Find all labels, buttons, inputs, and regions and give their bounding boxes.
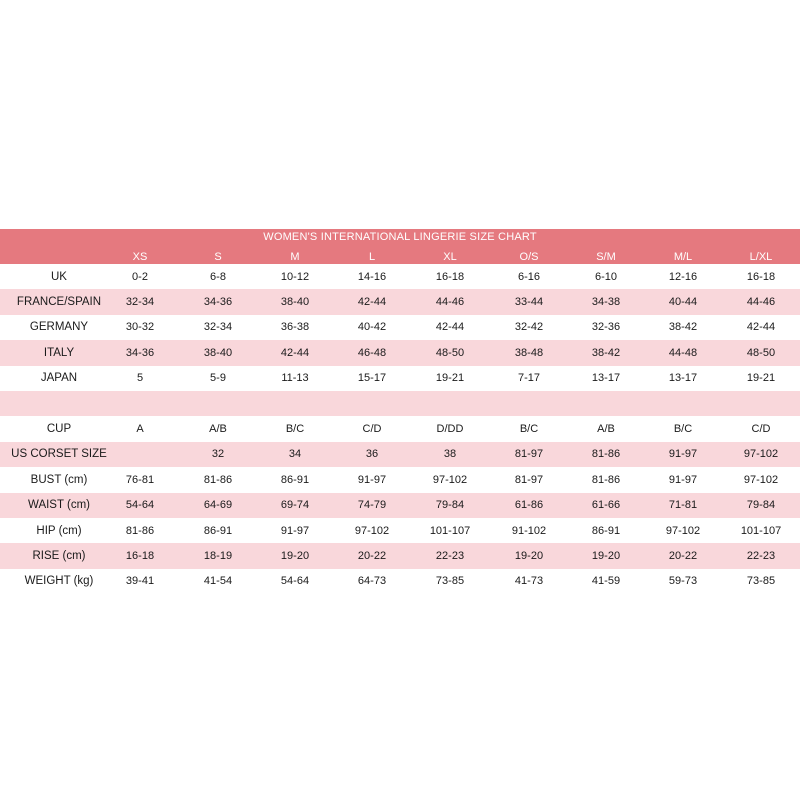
table-cell: 19-20 xyxy=(280,549,310,562)
row-label: WEIGHT (kg) xyxy=(24,575,94,588)
table-cell: 41-54 xyxy=(203,575,233,588)
table-cell: 14-16 xyxy=(357,270,387,283)
table-row xyxy=(0,366,800,391)
table-cell: 81-86 xyxy=(591,473,621,486)
table-cell: 0-2 xyxy=(132,270,148,283)
table-row xyxy=(0,416,800,441)
table-cell: 40-44 xyxy=(668,296,698,309)
table-cell: 13-17 xyxy=(591,372,621,385)
table-cell: 71-81 xyxy=(668,499,698,512)
table-cell: 42-44 xyxy=(280,346,310,359)
table-cell: 22-23 xyxy=(746,549,776,562)
table-cell: 79-84 xyxy=(746,499,776,512)
table-cell: 36 xyxy=(365,448,379,461)
table-cell: 16-18 xyxy=(746,270,776,283)
table-header xyxy=(0,229,800,264)
table-cell: 73-85 xyxy=(746,575,776,588)
size-header-cell: L/XL xyxy=(749,250,773,263)
table-cell xyxy=(490,391,568,416)
table-cell: 48-50 xyxy=(746,346,776,359)
table-cell: 42-44 xyxy=(357,296,387,309)
table-cell: 64-73 xyxy=(357,575,387,588)
table-row xyxy=(0,569,800,594)
row-label: ITALY xyxy=(43,346,75,359)
table-cell: C/D xyxy=(362,423,382,436)
table-cell xyxy=(101,391,179,416)
size-header-cell: L xyxy=(368,250,376,263)
chart-title: WOMEN'S INTERNATIONAL LINGERIE SIZE CHART xyxy=(263,231,537,243)
table-cell: 38 xyxy=(443,448,457,461)
table-row xyxy=(0,289,800,314)
table-cell: 34-36 xyxy=(125,346,155,359)
size-header-cell: XL xyxy=(443,250,457,263)
table-cell: 34-38 xyxy=(591,296,621,309)
table-cell: 76-81 xyxy=(125,473,155,486)
row-label: GERMANY xyxy=(29,321,89,334)
table-body xyxy=(0,264,800,594)
table-cell: 97-102 xyxy=(354,524,390,537)
table-cell: 38-42 xyxy=(668,321,698,334)
table-cell: 38-42 xyxy=(591,346,621,359)
table-cell: 38-48 xyxy=(514,346,544,359)
table-cell: 5-9 xyxy=(210,372,226,385)
table-cell: A/B xyxy=(209,423,227,436)
table-cell: 54-64 xyxy=(125,499,155,512)
table-cell: 101-107 xyxy=(740,524,782,537)
table-cell: 101-107 xyxy=(429,524,471,537)
table-cell: D/DD xyxy=(436,423,464,436)
table-cell: 54-64 xyxy=(280,575,310,588)
table-cell: 91-97 xyxy=(668,448,698,461)
table-row xyxy=(0,442,800,467)
table-cell: B/C xyxy=(519,423,539,436)
table-row xyxy=(0,493,800,518)
table-cell: 97-102 xyxy=(743,473,779,486)
size-header-cell: S xyxy=(214,250,222,263)
table-cell: B/C xyxy=(673,423,693,436)
table-cell: A/B xyxy=(597,423,615,436)
table-cell: 13-17 xyxy=(668,372,698,385)
table-cell: 6-10 xyxy=(594,270,618,283)
table-row xyxy=(0,391,800,416)
table-cell: 32-36 xyxy=(591,321,621,334)
table-cell: 61-66 xyxy=(591,499,621,512)
table-row xyxy=(0,315,800,340)
table-cell: 74-79 xyxy=(357,499,387,512)
table-cell: 86-91 xyxy=(203,524,233,537)
table-cell: 19-20 xyxy=(591,549,621,562)
table-cell: 32-42 xyxy=(514,321,544,334)
table-cell: 19-20 xyxy=(514,549,544,562)
table-cell: 34 xyxy=(288,448,302,461)
table-cell: 44-46 xyxy=(746,296,776,309)
table-cell: 86-91 xyxy=(591,524,621,537)
table-cell: 46-48 xyxy=(357,346,387,359)
table-cell: 16-18 xyxy=(435,270,465,283)
table-row xyxy=(0,543,800,568)
table-cell: 19-21 xyxy=(746,372,776,385)
table-cell: 44-46 xyxy=(435,296,465,309)
table-cell: 48-50 xyxy=(435,346,465,359)
table-cell: 41-73 xyxy=(514,575,544,588)
table-row xyxy=(0,340,800,365)
table-cell: 97-102 xyxy=(432,473,468,486)
size-header-cell: O/S xyxy=(519,250,539,263)
table-cell: 15-17 xyxy=(357,372,387,385)
row-label: UK xyxy=(51,270,67,283)
table-cell xyxy=(179,391,257,416)
table-cell: 5 xyxy=(136,372,144,385)
table-cell: 6-8 xyxy=(210,270,226,283)
table-cell: 34-36 xyxy=(203,296,233,309)
table-cell: 81-86 xyxy=(591,448,621,461)
size-header-row xyxy=(0,250,800,263)
table-cell: 38-40 xyxy=(280,296,310,309)
size-header-cell: S/M xyxy=(596,250,616,263)
row-label: RISE (cm) xyxy=(32,549,86,562)
table-cell: 22-23 xyxy=(435,549,465,562)
table-cell: 81-97 xyxy=(514,473,544,486)
row-label: JAPAN xyxy=(40,372,78,385)
table-cell xyxy=(722,391,800,416)
table-cell: 20-22 xyxy=(668,549,698,562)
table-cell: A xyxy=(136,423,144,436)
table-cell: 91-97 xyxy=(357,473,387,486)
table-cell: 10-12 xyxy=(280,270,310,283)
row-label: HIP (cm) xyxy=(36,524,82,537)
row-label: WAIST (cm) xyxy=(28,499,90,512)
table-cell: 30-32 xyxy=(125,321,155,334)
table-cell: B/C xyxy=(285,423,305,436)
table-cell xyxy=(411,391,489,416)
table-cell: 81-97 xyxy=(514,448,544,461)
table-cell: 42-44 xyxy=(746,321,776,334)
table-cell: 36-38 xyxy=(280,321,310,334)
table-cell: 79-84 xyxy=(435,499,465,512)
table-row xyxy=(0,467,800,492)
size-header-cell: XS xyxy=(132,250,148,263)
table-cell: 32-34 xyxy=(125,296,155,309)
table-cell: 19-21 xyxy=(435,372,465,385)
table-cell: 81-86 xyxy=(203,473,233,486)
size-chart-table xyxy=(0,229,800,594)
table-cell: 64-69 xyxy=(203,499,233,512)
table-cell: 86-91 xyxy=(280,473,310,486)
table-cell: 32 xyxy=(211,448,225,461)
table-cell: 11-13 xyxy=(281,372,309,385)
table-row xyxy=(0,264,800,289)
table-cell: 61-86 xyxy=(514,499,544,512)
table-cell: 18-19 xyxy=(203,549,233,562)
row-label: US CORSET SIZE xyxy=(11,448,107,461)
table-cell: 42-44 xyxy=(435,321,465,334)
table-cell: C/D xyxy=(751,423,771,436)
table-cell: 91-97 xyxy=(280,524,310,537)
table-cell xyxy=(333,391,411,416)
table-cell: 97-102 xyxy=(743,448,779,461)
table-cell xyxy=(101,442,179,467)
table-cell: 73-85 xyxy=(435,575,465,588)
table-cell: 39-41 xyxy=(125,575,155,588)
table-cell: 6-16 xyxy=(517,270,541,283)
table-cell: 59-73 xyxy=(668,575,698,588)
table-cell: 38-40 xyxy=(203,346,233,359)
table-cell: 91-102 xyxy=(511,524,547,537)
table-cell xyxy=(567,391,645,416)
row-label: FRANCE/SPAIN xyxy=(16,296,102,309)
table-cell: 97-102 xyxy=(665,524,701,537)
table-cell: 91-97 xyxy=(668,473,698,486)
table-cell: 69-74 xyxy=(280,499,310,512)
table-cell: 12-16 xyxy=(668,270,698,283)
table-cell: 32-34 xyxy=(203,321,233,334)
table-cell: 20-22 xyxy=(357,549,387,562)
table-row xyxy=(0,518,800,543)
table-cell: 7-17 xyxy=(517,372,541,385)
table-cell xyxy=(644,391,722,416)
table-cell: 81-86 xyxy=(125,524,155,537)
size-header-cell: M/L xyxy=(673,250,693,263)
table-cell xyxy=(256,391,334,416)
size-header-cell: M xyxy=(290,250,300,263)
table-cell: 41-59 xyxy=(591,575,621,588)
table-cell: 33-44 xyxy=(514,296,544,309)
table-cell: 16-18 xyxy=(125,549,155,562)
row-label: BUST (cm) xyxy=(30,473,88,486)
row-label: CUP xyxy=(46,423,72,436)
table-cell: 40-42 xyxy=(357,321,387,334)
table-cell: 44-48 xyxy=(668,346,698,359)
